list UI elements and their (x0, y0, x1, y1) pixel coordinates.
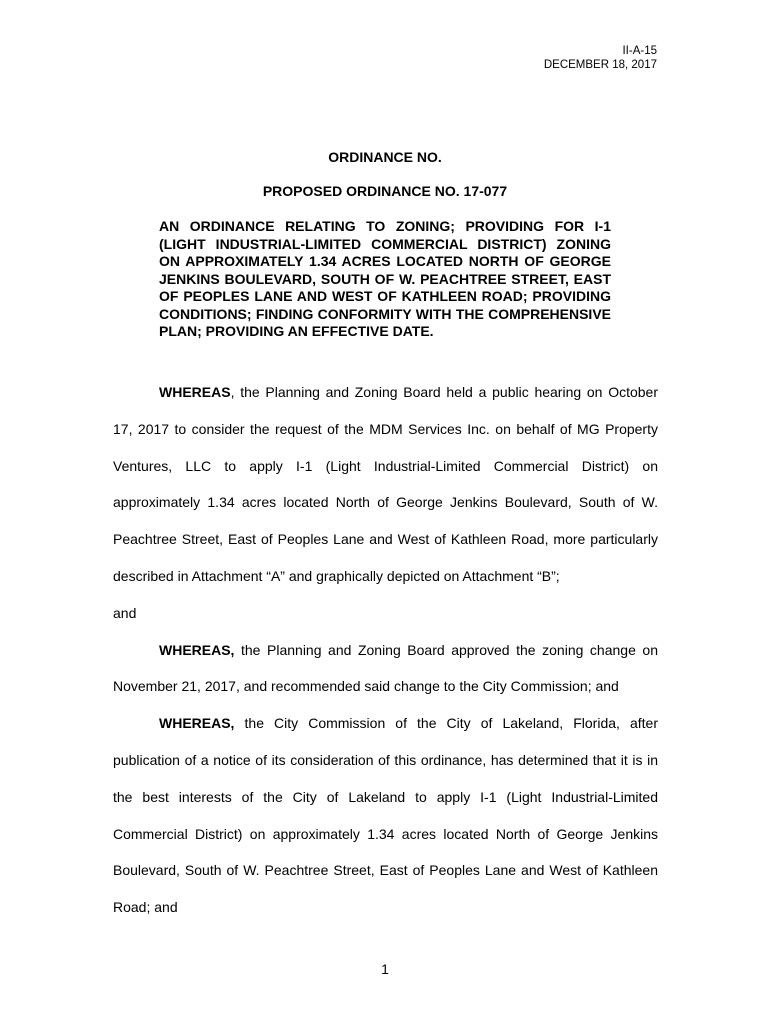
page-header (544, 44, 657, 72)
paragraph-text: the City Commission of the City of Lakeland, Florida, after publication of a notice of its consideration of this ordinance, has determined that it is in the best interests of the City of Lakeland to apply I-1 (Light Industrial-Limited Commercial District) on approximately 1.34 acres located North of George Jenkins Boulevard, South of W. Peachtree Street, East of Peoples Lane and West of Kathleen Road; and (113, 715, 658, 916)
whereas-lead: WHEREAS, (159, 641, 235, 658)
whereas-lead: WHEREAS (159, 384, 231, 400)
whereas-paragraph-2 (113, 632, 658, 706)
whereas-paragraph-3 (113, 705, 658, 926)
document-date: DECEMBER 18, 2017 (543, 59, 657, 71)
paragraph-text: , the Planning and Zoning Board held a public hearing on October 17, 2017 to consider the request of the MDM Services Inc. on behalf of MG Property Ventures, LLC to apply I-1 (Light Industrial-Limited Commercial District) on approximately 1.34 acres located North of George Jenkins Boulevard, South of W. Peachtree Street, East of Peoples Lane and West of Kathleen Road, more particularly described in Attachment “A” and graphically depicted on Attachment “B”; (113, 384, 658, 584)
whereas-lead: WHEREAS, (159, 715, 235, 732)
whereas-paragraph-1 (113, 374, 658, 595)
ordinance-title: AN ORDINANCE RELATING TO ZONING; PROVIDING FOR I-1 (LIGHT INDUSTRIAL-LIMITED COMMERCIAL DISTRICT) ZONING ON APPROXIMATELY 1.34 ACRES LOCATED NORTH OF GEORGE JENKINS BOULEVARD, SOUTH OF W. PEACHTREE STREET, EAST OF PEOPLES LANE AND WEST OF KATHLEEN ROAD; PROVIDING CONDITIONS; FINDING CONFORMITY WITH THE COMPREHENSIVE PLAN; PROVIDING AN EFFECTIVE DATE. (159, 218, 611, 339)
paragraph-tail: and (113, 604, 137, 621)
paragraph-text: the Planning and Zoning Board approved the zoning change on November 21, 2017, and recommended said change to the City Commission; and (113, 641, 658, 695)
page-number: 1 (381, 961, 389, 977)
document-body (113, 374, 658, 926)
document-id: II-A-15 (622, 45, 657, 57)
ordinance-number-heading: ORDINANCE NO. (328, 149, 442, 165)
proposed-ordinance-heading: PROPOSED ORDINANCE NO. 17-077 (262, 183, 508, 199)
